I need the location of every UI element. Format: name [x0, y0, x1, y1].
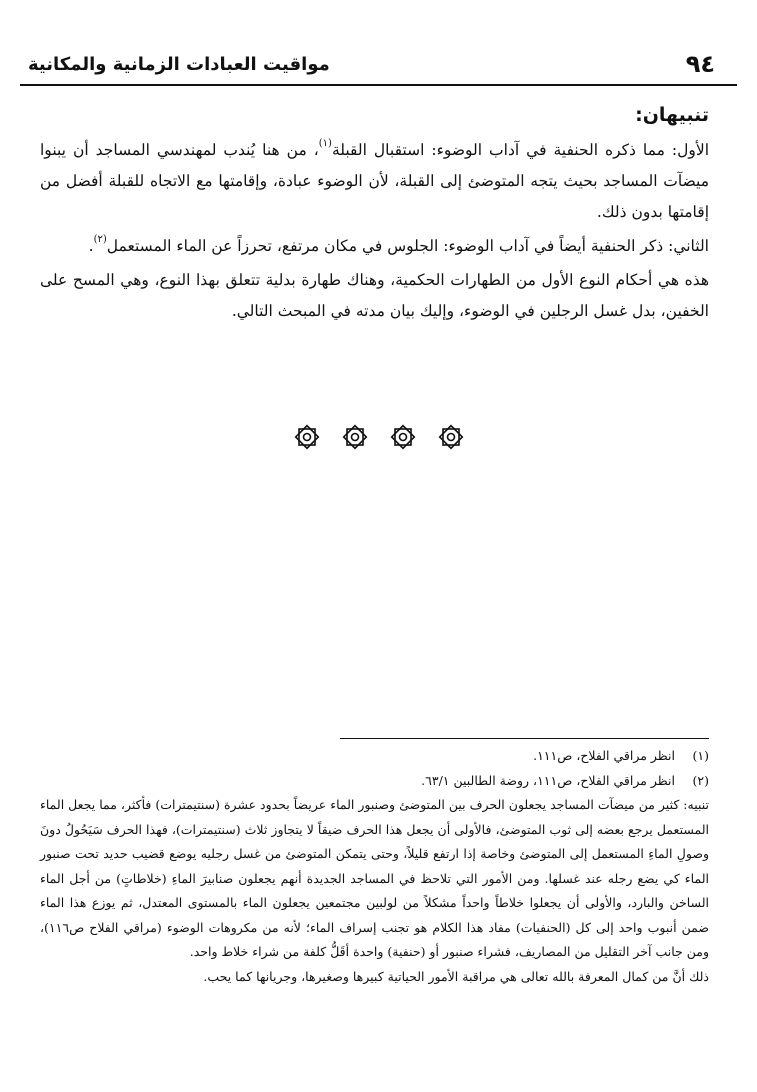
footnotes [40, 744, 709, 989]
paragraph-first-note [40, 135, 709, 228]
octagram-ornament-icon [438, 424, 464, 450]
paragraph-second-text-a: الثاني: ذكر الحنفية أيضاً في آداب الوضوء: الجلوس في مكان مرتفع، تحرزاً عن الماء المستعمل [106, 237, 709, 255]
octagram-ornament-icon [294, 424, 320, 450]
section-heading: تنبيهان: [635, 104, 709, 126]
footnote-2-text: انظر مراقي الفلاح، ص١١١، روضة الطالبين ٦٣/١. [421, 772, 675, 788]
footnote-2 [40, 769, 709, 794]
footnote-1-number: (١) [692, 748, 709, 763]
running-title: مواقيت العبادات الزمانية والمكانية [28, 54, 330, 75]
footnote-1-text: انظر مراقي الفلاح، ص١١١. [533, 748, 675, 763]
footnote-ref-1[interactable]: (١) [318, 138, 332, 149]
octagram-ornament-icon [390, 424, 416, 450]
footnote-2-closing: ذلك أنَّ من كمال المعرفة بالله تعالى هي مراقبة الأمور الحياتية كبيرها وصغيرها، وجريانها كما يحب. [203, 968, 709, 984]
octagram-ornament-icon [342, 424, 368, 450]
footnote-2-note: تنبيه: كثير من ميضآت المساجد يجعلون الحرف بين المتوضئ وصنبور الماء عريضاً بحدود عشرة (سنتيمترات) فأكثر، مما يجعل الماء المستعمل يرجع بعضه إلى ثوب المتوضئ، فالأولى أن يجعل هذا الحرف ضيقاً لا يتجاوز ثلاث (سنتيمترات)، فهذا الحرف سَيَحُولُ دونَ وصولِ الماءِ المستعمل إلى المتوضئ وخاصة إذا ارتفع قليلاً، وحتى يتمكن المتوضئ من غسل رجليه يوضع قضيب حديد تحت صنبور الماء كي يضع رجله عند غسلها. ومن الأمور التي تلاحظ في المساجد الجديدة أنهم يجعلون صنابيرَ الماءِ (خلاطاتٍ) من أجل الماء الساخن والبارد، والأولى أن يجعلوا خلاطاً واحداً مشكلاً من لولبين مجتمعين يجعلون الماء بالمستوى المعتدل، ثم يوزع هذا الماء ضمن أنبوب واحد إلى كل (الحنفيات) مفاد هذا الكلام هو تجنب إسراف الماء؛ لأنه من مكروهات الوضوء (مراقي الفلاح ص١١٦)، ومن جانب آخر التقليل من المصاريف، فشراء صنبور أو (حنفية) واحدة أقَلُّ كلفة من شراء خلاط واحد. [40, 797, 709, 959]
page-number: ٩٤ [685, 50, 715, 78]
paragraph-conclusion: هذه هي أحكام النوع الأول من الطهارات الحكمية، وهناك طهارة بدلية تتعلق بهذا النوع، وهي المسح على الخفين، بدل غسل الرجلين في الوضوء، وإليك بيان مدته في المبحث التالي. [40, 271, 709, 320]
footnote-1 [40, 744, 709, 769]
footnote-rule [340, 738, 709, 739]
paragraph-first-text-b: ، من هنا يُندب لمهندسي المساجد أن يبنوا ميضآت المساجد بحيث يتجه المتوضئ إلى القبلة، لأن الوضوء عبادة، وإقامتها مع الاتجاه للقبلة أفضل من إقامتها بدون ذلك. [40, 141, 709, 221]
header-rule [20, 84, 737, 86]
section-divider-ornaments [0, 424, 757, 450]
footnote-2-number: (٢) [692, 772, 709, 788]
main-text [40, 100, 709, 330]
paragraph-second-text-b: . [88, 237, 94, 255]
footnote-ref-2[interactable]: (٢) [93, 234, 107, 245]
paragraph-first-text-a: الأول: مما ذكره الحنفية في آداب الوضوء: استقبال القبلة [331, 141, 709, 159]
running-head [20, 46, 737, 86]
paragraph-second-note [40, 231, 709, 262]
